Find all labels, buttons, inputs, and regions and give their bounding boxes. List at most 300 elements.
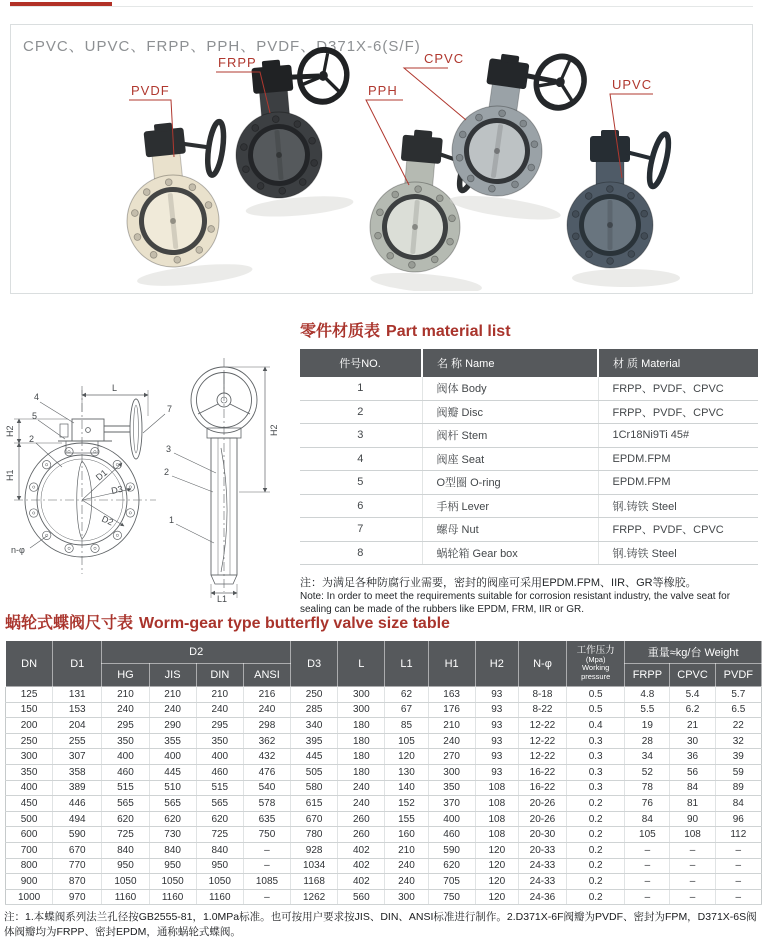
table-cell: 730 xyxy=(149,827,196,843)
table-cell: – xyxy=(625,889,670,905)
table-cell: 725 xyxy=(196,827,243,843)
table-cell: 5.5 xyxy=(625,702,670,718)
table-cell: 770 xyxy=(53,858,102,874)
table-cell: 445 xyxy=(149,764,196,780)
callout-4: 4 xyxy=(34,392,40,402)
table-cell: 510 xyxy=(149,780,196,796)
table-cell: – xyxy=(715,858,761,874)
table-cell: 620 xyxy=(102,811,149,827)
material-note-zh: 注：为满足各种防腐行业需要，密封的阀座可采用EPDM.FPM、IIR、GR等橡胶。 xyxy=(300,577,697,589)
table-cell: 105 xyxy=(385,733,428,749)
table-cell: 163 xyxy=(428,687,475,703)
table-cell: 180 xyxy=(338,749,385,765)
table-cell: 108 xyxy=(475,811,518,827)
table-cell: 705 xyxy=(428,874,475,890)
table-cell: 105 xyxy=(625,827,670,843)
col-h2: H2 xyxy=(475,641,518,687)
product-label-text: PPH xyxy=(368,83,398,98)
table-cell: 900 xyxy=(6,874,53,890)
table-cell: 300 xyxy=(338,702,385,718)
heading-en: Worm-gear type butterfly valve size table xyxy=(139,615,450,632)
table-cell: 460 xyxy=(196,764,243,780)
table-cell: 840 xyxy=(149,842,196,858)
table-cell: 钢.铸铁 Steel xyxy=(598,541,758,565)
table-cell: 950 xyxy=(149,858,196,874)
table-cell: 62 xyxy=(385,687,428,703)
table-cell: 93 xyxy=(475,749,518,765)
table-cell: 216 xyxy=(243,687,290,703)
table-cell: 84 xyxy=(625,811,670,827)
table-cell: 725 xyxy=(102,827,149,843)
table-cell: 0.2 xyxy=(567,874,625,890)
table-cell: 120 xyxy=(475,842,518,858)
table-cell: 0.3 xyxy=(567,764,625,780)
table-cell: – xyxy=(670,842,715,858)
col-no: 件号NO. xyxy=(300,349,422,377)
table-header-row xyxy=(300,349,758,377)
table-cell: 400 xyxy=(102,749,149,765)
table-cell: 515 xyxy=(196,780,243,796)
table-cell: 108 xyxy=(475,827,518,843)
col-ansi: ANSI xyxy=(243,664,290,687)
table-cell: 4 xyxy=(300,447,422,471)
col-h1: H1 xyxy=(428,641,475,687)
table-cell: – xyxy=(715,889,761,905)
table-cell: 1Cr18Ni9Ti 45# xyxy=(598,424,758,448)
table-row xyxy=(300,541,758,565)
table-cell: 494 xyxy=(53,811,102,827)
table-cell: 285 xyxy=(291,702,338,718)
table-cell: 750 xyxy=(243,827,290,843)
table-cell: 52 xyxy=(625,764,670,780)
table-row xyxy=(300,424,758,448)
size-table xyxy=(5,640,762,905)
table-cell: 螺母 Nut xyxy=(422,518,598,542)
table-cell: 钢.铸铁 Steel xyxy=(598,494,758,518)
table-cell: 620 xyxy=(428,858,475,874)
product-label-text: CPVC xyxy=(424,51,465,66)
divider xyxy=(10,6,753,7)
table-cell: 24-33 xyxy=(518,858,566,874)
table-cell: 515 xyxy=(102,780,149,796)
table-cell: 20-33 xyxy=(518,842,566,858)
table-cell: 560 xyxy=(338,889,385,905)
callout-2b: 2 xyxy=(164,467,170,477)
table-cell: 950 xyxy=(196,858,243,874)
table-cell: 19 xyxy=(625,718,670,734)
table-cell: 5 xyxy=(300,471,422,495)
table-cell: 800 xyxy=(6,858,53,874)
table-cell: 56 xyxy=(670,764,715,780)
table-cell: 160 xyxy=(385,827,428,843)
table-cell: 28 xyxy=(625,733,670,749)
heading-zh: 蜗轮式蝶阀尺寸表 xyxy=(5,615,134,632)
table-cell: 1262 xyxy=(291,889,338,905)
col-material: 材 质 Material xyxy=(598,349,758,377)
table-cell: FRPP、PVDF、CPVC xyxy=(598,518,758,542)
table-cell: 22 xyxy=(715,718,761,734)
table-cell: 20-30 xyxy=(518,827,566,843)
table-cell: 362 xyxy=(243,733,290,749)
table-cell: 96 xyxy=(715,811,761,827)
table-cell: 210 xyxy=(196,687,243,703)
table-cell: 21 xyxy=(670,718,715,734)
table-cell: 870 xyxy=(53,874,102,890)
table-cell: – xyxy=(625,842,670,858)
table-cell: 150 xyxy=(6,702,53,718)
table-cell: 970 xyxy=(53,889,102,905)
table-cell: 0.2 xyxy=(567,842,625,858)
table-cell: 298 xyxy=(243,718,290,734)
table-cell: – xyxy=(625,874,670,890)
table-cell: 700 xyxy=(6,842,53,858)
table-cell: 130 xyxy=(385,764,428,780)
table-row xyxy=(6,796,762,812)
table-row xyxy=(6,749,762,765)
table-row xyxy=(300,377,758,400)
col-weight-pvdf: PVDF xyxy=(715,664,761,687)
dim-D1: D1 xyxy=(93,467,110,483)
table-cell: 1160 xyxy=(196,889,243,905)
table-cell: 200 xyxy=(6,718,53,734)
dim-L1: L1 xyxy=(217,594,228,602)
table-cell: 355 xyxy=(149,733,196,749)
table-cell: 260 xyxy=(338,827,385,843)
table-cell: 950 xyxy=(102,858,149,874)
table-cell: 24-33 xyxy=(518,874,566,890)
col-d1: D1 xyxy=(53,641,102,687)
table-cell: 204 xyxy=(53,718,102,734)
table-cell: 400 xyxy=(6,780,53,796)
table-cell: 1160 xyxy=(102,889,149,905)
table-row xyxy=(6,858,762,874)
table-cell: 350 xyxy=(196,733,243,749)
table-cell: 300 xyxy=(385,889,428,905)
table-cell: 240 xyxy=(385,874,428,890)
table-cell: 340 xyxy=(291,718,338,734)
col-weight-group: 重量≈kg/台 Weight xyxy=(625,641,762,664)
table-row xyxy=(6,842,762,858)
table-cell: 93 xyxy=(475,702,518,718)
material-note-en: Note: In order to meet the requirements suitable for corrosion resistant industry, the valve seat for sealing can be made of the rubbers like EPDM, FRM, IIR or GR. xyxy=(300,591,731,615)
table-cell: 250 xyxy=(6,733,53,749)
table-cell: 210 xyxy=(149,687,196,703)
table-cell: 432 xyxy=(243,749,290,765)
table-cell: 565 xyxy=(196,796,243,812)
table-row xyxy=(300,494,758,518)
valve-photo-pvdf xyxy=(117,112,254,291)
table-row xyxy=(6,687,762,703)
table-cell: 350 xyxy=(6,764,53,780)
dim-L: L xyxy=(112,383,118,393)
table-cell: 120 xyxy=(475,858,518,874)
table-cell: 402 xyxy=(338,858,385,874)
table-cell: 300 xyxy=(6,749,53,765)
part-material-section xyxy=(300,318,762,617)
product-label-pph xyxy=(366,83,409,185)
table-cell: 12-22 xyxy=(518,749,566,765)
table-cell: 400 xyxy=(149,749,196,765)
table-cell: 阀瓣 Disc xyxy=(422,400,598,424)
table-cell: 16-22 xyxy=(518,764,566,780)
dim-D3: D3 xyxy=(110,483,124,496)
material-list-heading xyxy=(300,318,762,341)
table-cell: 840 xyxy=(102,842,149,858)
table-cell: 131 xyxy=(53,687,102,703)
table-cell: 108 xyxy=(670,827,715,843)
table-cell: 460 xyxy=(102,764,149,780)
table-cell: 1160 xyxy=(149,889,196,905)
table-cell: 12-22 xyxy=(518,733,566,749)
table-cell: 155 xyxy=(385,811,428,827)
table-cell: 402 xyxy=(338,874,385,890)
col-dn: DN xyxy=(6,641,53,687)
table-cell: 5.7 xyxy=(715,687,761,703)
dim-H2-side: H2 xyxy=(269,424,279,436)
table-cell: 300 xyxy=(338,687,385,703)
table-cell: 0.3 xyxy=(567,780,625,796)
table-cell: 1050 xyxy=(196,874,243,890)
table-cell: 402 xyxy=(338,842,385,858)
table-cell: 7 xyxy=(300,518,422,542)
table-row xyxy=(300,518,758,542)
table-cell: – xyxy=(670,858,715,874)
table-cell: 290 xyxy=(149,718,196,734)
technical-drawing xyxy=(2,340,292,602)
table-cell: 750 xyxy=(428,889,475,905)
table-cell: 20-26 xyxy=(518,811,566,827)
table-cell: 540 xyxy=(243,780,290,796)
table-cell: 210 xyxy=(428,718,475,734)
table-cell: 90 xyxy=(670,811,715,827)
table-cell: 153 xyxy=(53,702,102,718)
table-cell: 240 xyxy=(428,733,475,749)
table-cell: 240 xyxy=(338,796,385,812)
table-cell: 34 xyxy=(625,749,670,765)
table-cell: 0.5 xyxy=(567,702,625,718)
table-cell: – xyxy=(670,889,715,905)
table-cell: 460 xyxy=(428,827,475,843)
table-cell: 350 xyxy=(102,733,149,749)
table-cell: 928 xyxy=(291,842,338,858)
table-row xyxy=(300,447,758,471)
table-header-row-1 xyxy=(6,641,762,664)
table-cell: EPDM.FPM xyxy=(598,471,758,495)
table-cell: 578 xyxy=(243,796,290,812)
table-cell: 140 xyxy=(385,780,428,796)
table-cell: 32 xyxy=(715,733,761,749)
table-cell: EPDM.FPM xyxy=(598,447,758,471)
table-cell: 0.2 xyxy=(567,827,625,843)
dim-D2: D2 xyxy=(100,513,115,528)
table-cell: 76 xyxy=(625,796,670,812)
table-cell: 8-22 xyxy=(518,702,566,718)
size-table-heading xyxy=(5,610,762,633)
table-cell: 395 xyxy=(291,733,338,749)
table-cell: FRPP、PVDF、CPVC xyxy=(598,400,758,424)
table-cell: – xyxy=(243,858,290,874)
table-cell: 600 xyxy=(6,827,53,843)
table-cell: 4.8 xyxy=(625,687,670,703)
table-cell: 240 xyxy=(196,702,243,718)
table-cell: 0.2 xyxy=(567,796,625,812)
col-l: L xyxy=(338,641,385,687)
heading-en: Part material list xyxy=(386,323,511,340)
table-cell: 446 xyxy=(53,796,102,812)
table-cell: 307 xyxy=(53,749,102,765)
table-cell: 270 xyxy=(428,749,475,765)
table-cell: 93 xyxy=(475,687,518,703)
table-row xyxy=(6,874,762,890)
table-cell: 0.2 xyxy=(567,858,625,874)
table-cell: 180 xyxy=(338,718,385,734)
table-cell: 1034 xyxy=(291,858,338,874)
table-cell: 370 xyxy=(428,796,475,812)
table-cell: – xyxy=(715,874,761,890)
table-cell: 30 xyxy=(670,733,715,749)
table-cell: 3 xyxy=(300,424,422,448)
table-cell: 590 xyxy=(53,827,102,843)
table-cell: 400 xyxy=(196,749,243,765)
table-cell: 120 xyxy=(475,889,518,905)
table-cell: O型圈 O-ring xyxy=(422,471,598,495)
table-cell: 250 xyxy=(291,687,338,703)
table-cell: 780 xyxy=(291,827,338,843)
table-cell: 93 xyxy=(475,718,518,734)
table-row xyxy=(6,780,762,796)
table-cell: – xyxy=(715,842,761,858)
table-cell: – xyxy=(670,874,715,890)
table-cell: 670 xyxy=(53,842,102,858)
valve-photo-upvc xyxy=(567,126,680,287)
table-row xyxy=(6,811,762,827)
table-cell: 12-22 xyxy=(518,718,566,734)
table-cell: 85 xyxy=(385,718,428,734)
table-cell: 0.3 xyxy=(567,733,625,749)
table-cell: 210 xyxy=(385,842,428,858)
col-n-phi: N-φ xyxy=(518,641,566,687)
table-cell: 615 xyxy=(291,796,338,812)
product-photo-panel xyxy=(10,24,753,294)
table-row xyxy=(300,471,758,495)
table-cell: 20-26 xyxy=(518,796,566,812)
footer-note: 注：1.本蝶阀系列法兰孔径按GB2555-81，1.0MPa标准。也可按用户要求按JIS、DIN、ANSI标准进行制作。2.D371X-6F阀瓣为PVDF、密封为FPM，D371X-6S阀体阀瓣均为FRPP、密封EPDM，通称蜗轮式蝶阀。 xyxy=(4,911,757,938)
table-row xyxy=(6,827,762,843)
drawing-linework xyxy=(14,358,270,598)
part-material-table xyxy=(300,349,758,565)
table-cell: 5.4 xyxy=(670,687,715,703)
table-cell: 阀杆 Stem xyxy=(422,424,598,448)
table-cell: 阀座 Seat xyxy=(422,447,598,471)
product-label-cpvc xyxy=(404,51,466,120)
table-cell: 389 xyxy=(53,780,102,796)
table-cell: 670 xyxy=(291,811,338,827)
table-cell: 210 xyxy=(102,687,149,703)
dim-H2: H2 xyxy=(5,425,15,437)
table-cell: 6.2 xyxy=(670,702,715,718)
table-cell: 81 xyxy=(670,796,715,812)
heading-zh: 零件材质表 xyxy=(300,323,381,340)
table-cell: 112 xyxy=(715,827,761,843)
col-weight-cpvc: CPVC xyxy=(670,664,715,687)
col-d3: D3 xyxy=(291,641,338,687)
table-cell: 84 xyxy=(670,780,715,796)
table-cell: 0.4 xyxy=(567,718,625,734)
table-cell: 1168 xyxy=(291,874,338,890)
table-cell: 125 xyxy=(6,687,53,703)
table-cell: 67 xyxy=(385,702,428,718)
col-working-pressure: 工作压力 (Mpa) Working pressure xyxy=(567,641,625,687)
product-label-text: UPVC xyxy=(612,77,653,92)
dim-H1: H1 xyxy=(5,469,15,481)
table-cell: 0.2 xyxy=(567,811,625,827)
handwheel-icon xyxy=(178,117,226,176)
product-label-text: FRPP xyxy=(218,55,257,70)
col-hg: HG xyxy=(102,664,149,687)
table-cell: 240 xyxy=(338,780,385,796)
table-cell: – xyxy=(625,858,670,874)
table-cell: 635 xyxy=(243,811,290,827)
callout-2: 2 xyxy=(29,434,35,444)
valve-photo-cpvc xyxy=(444,34,595,225)
table-cell: 180 xyxy=(338,764,385,780)
table-cell: 阀体 Body xyxy=(422,377,598,400)
table-cell: 6 xyxy=(300,494,422,518)
table-cell: 0.3 xyxy=(567,749,625,765)
table-cell: 505 xyxy=(291,764,338,780)
dim-n-phi: n-φ xyxy=(11,545,25,555)
table-cell: 445 xyxy=(291,749,338,765)
callout-1: 1 xyxy=(169,515,175,525)
table-cell: 580 xyxy=(291,780,338,796)
table-cell: 400 xyxy=(428,811,475,827)
table-cell: 350 xyxy=(428,780,475,796)
table-cell: 358 xyxy=(53,764,102,780)
callout-3: 3 xyxy=(166,444,172,454)
table-row xyxy=(6,733,762,749)
table-cell: 240 xyxy=(385,858,428,874)
table-cell: 93 xyxy=(475,764,518,780)
table-cell: 0.5 xyxy=(567,687,625,703)
page-title: CPVC、UPVC、FRPP、PPH、PVDF、D371X-6(S/F) xyxy=(23,38,421,55)
product-label-text: PVDF xyxy=(131,83,170,98)
table-cell: 620 xyxy=(149,811,196,827)
table-cell: 8 xyxy=(300,541,422,565)
table-cell: 240 xyxy=(243,702,290,718)
handwheel-icon xyxy=(285,44,351,106)
table-cell: 240 xyxy=(149,702,196,718)
drawing-labels xyxy=(5,383,279,602)
table-cell: 840 xyxy=(196,842,243,858)
table-cell: 1085 xyxy=(243,874,290,890)
table-cell: 78 xyxy=(625,780,670,796)
table-row xyxy=(6,764,762,780)
table-cell: 93 xyxy=(475,733,518,749)
table-cell: 295 xyxy=(196,718,243,734)
size-table-section xyxy=(5,610,762,905)
table-cell: 590 xyxy=(428,842,475,858)
table-cell: 1 xyxy=(300,377,422,400)
table-cell: 565 xyxy=(102,796,149,812)
table-cell: 255 xyxy=(53,733,102,749)
table-row xyxy=(300,400,758,424)
table-cell: 120 xyxy=(385,749,428,765)
table-cell: 108 xyxy=(475,780,518,796)
table-cell: 450 xyxy=(6,796,53,812)
table-cell: 565 xyxy=(149,796,196,812)
table-cell: 152 xyxy=(385,796,428,812)
table-cell: 176 xyxy=(428,702,475,718)
